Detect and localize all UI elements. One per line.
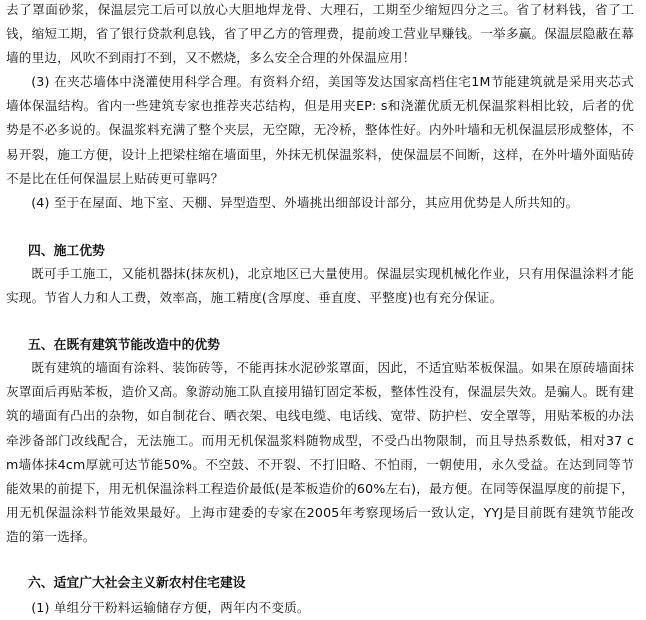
paragraph-construction-advantages: 既可手工施工，又能机器抹(抹灰机)，北京地区已大量使用。保温层实现机械化作业，只有用保温涂料才能实现。节省人力和人工费，效率高，施工精度(含厚度、垂直度、平整度)也有充分保证。 [6, 266, 634, 306]
paragraph-curtain-wall-benefits: 去了罩面砂浆，保温层完工后可以放心大胆地焊龙骨、大理石，工期至少缩短四分之三。省了材料钱，省了工钱，缩短工期，省了银行贷款利息钱，省了甲乙方的管理费，提前竣工营业早赚钱。一举多赢。保温层隐蔽在幕墙的里边，风吹不到雨打不到，又不燃烧，多么安全合理的外保温应用！ [6, 2, 634, 66]
paragraph-rural-item-1: (1) 单组分干粉料运输储存方便，两年内不变质。 [31, 600, 310, 615]
paragraph-item-4-other-applications: (4) 至于在屋面、地下室、天棚、异型造型、外墙挑出细部设计部分，其应用优势是人所共知的。 [31, 195, 579, 210]
section-heading-6: 六、适宜广大社会主义新农村住宅建设 [28, 576, 246, 591]
paragraph-item-3-sandwich-wall: (3) 在夹芯墙体中浇灌使用科学合理。有资料介绍，美国等发达国家高档住宅1M节能建筑就是采用夹芯式墙体保温结构。省内一些建筑专家也推荐夹芯结构，但是用夹EP: s和浇灌优质无机保温浆料相比较，后者的优势是不必多说的。保温浆料充满了整个夹层，无空隙，无冷桥，整体性好。内外叶墙和无机保温层形成整体，不易开裂，施工方便，设计上把梁柱缩在墙面里，外抹无机保温浆料，使保温层不间断，这样，在外叶墙外面贴砖不是比在任何保温层上贴砖更可靠吗？ [6, 74, 634, 186]
section-heading-5: 五、在既有建筑节能改造中的优势 [28, 338, 220, 353]
section-heading-4: 四、施工优势 [28, 244, 105, 259]
paragraph-retrofit-advantages: 既有建筑的墙面有涂料、装饰砖等，不能再抹水泥砂浆罩面，因此，不适宜贴苯板保温。如果在原砖墙面抹灰罩面后再贴苯板，造价又高。象游动施工队直接用锚钉固定苯板，整体性没有，保温层失效。是骗人。既有建筑的墙面有凸出的杂物，如自制花台、晒衣架、电线电缆、电话线、宽带、防护栏、安全罩等，用贴苯板的办法牵涉备部门改线配合，无法施工。而用无机保温浆料随物成型，不受凸出物限制，而且导热系数低，相对37 cm墙体抹4cm厚就可达节能50%。不空鼓、不开裂、不打旧略、不怕雨，一朝使用，永久受益。在达到同等节能效果的前提下，用无机保温涂料工程造价最低(是苯板造价的60%左右)，最方便。在同等保温厚度的前提下，用无机保温涂料节能效果最好。上海市建委的专家在2005年考察现场后一致认定，YYJ是目前既有建筑节能改造的第一选择。 [6, 360, 634, 545]
